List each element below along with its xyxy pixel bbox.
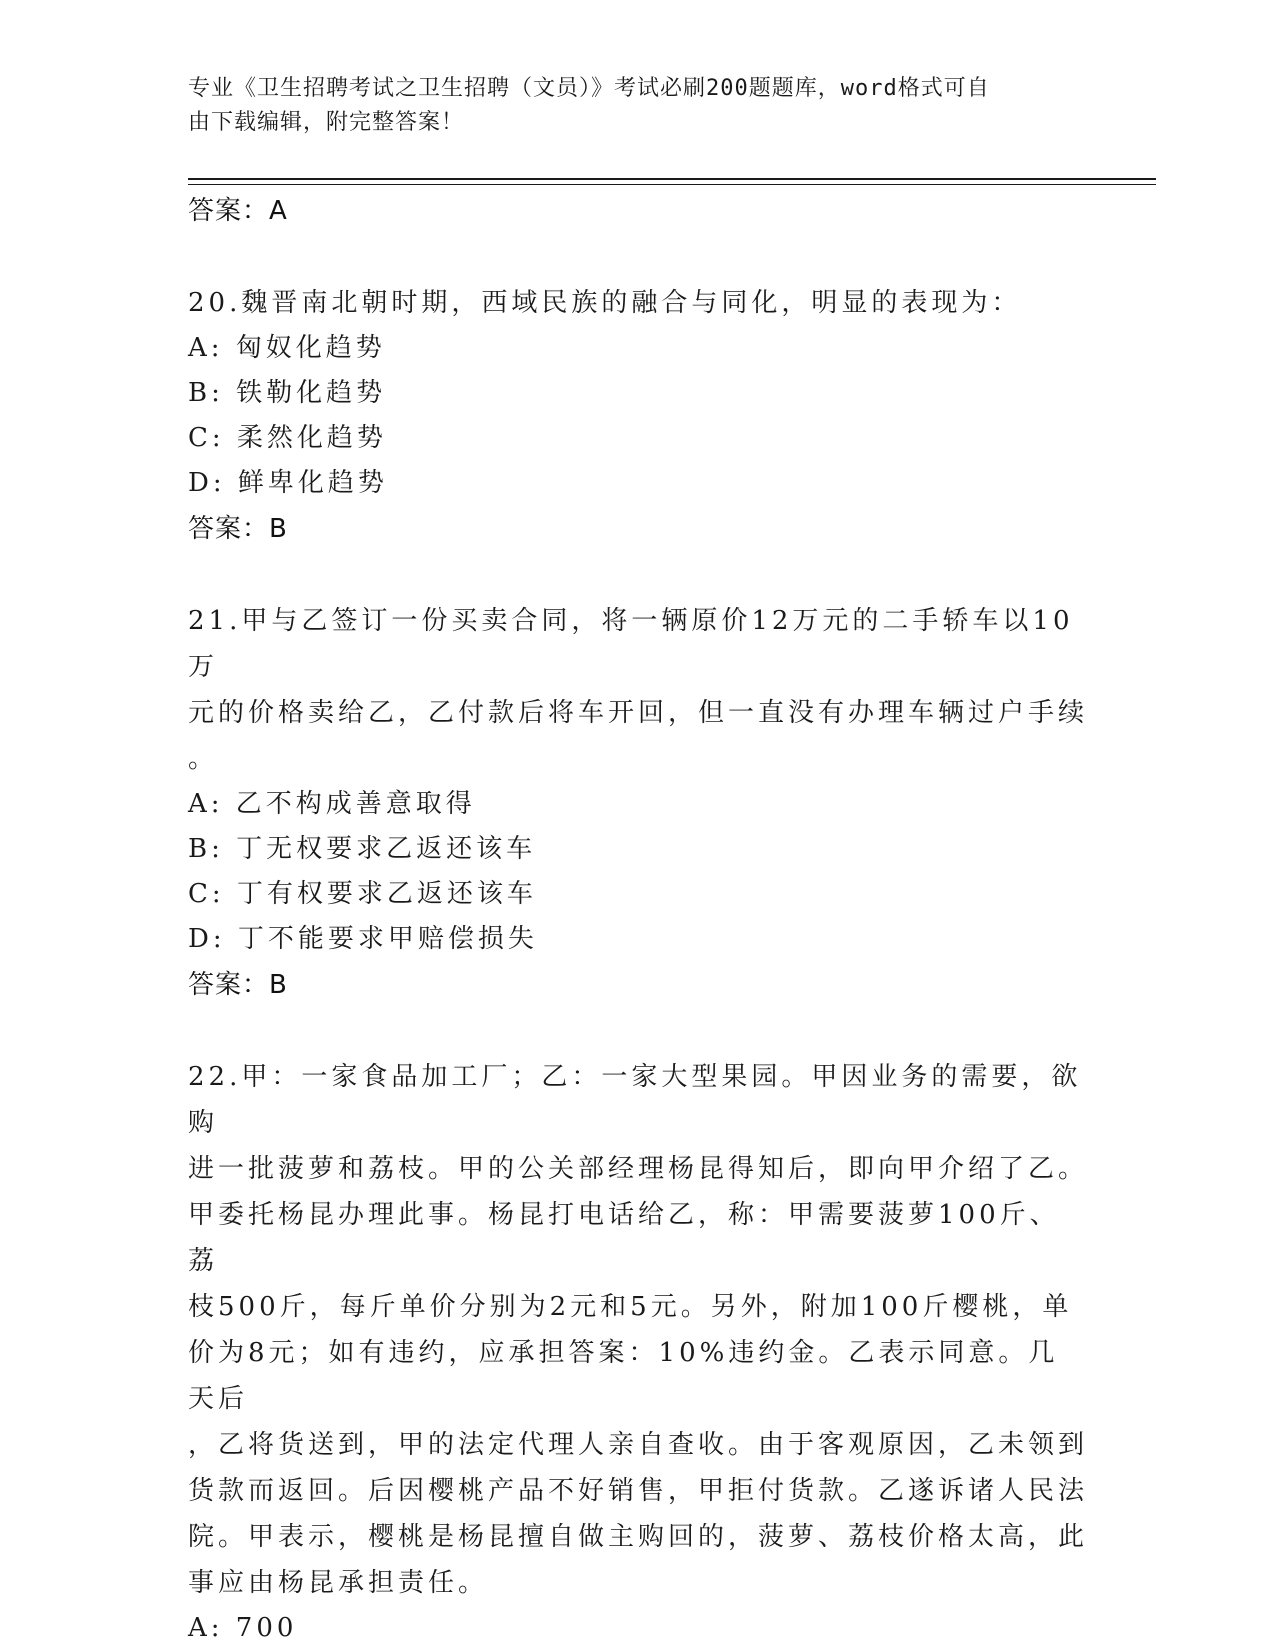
question-line: 院。甲表示，樱桃是杨昆擅自做主购回的，菠萝、荔枝价格太高，此 bbox=[188, 1522, 1089, 1552]
question-22 bbox=[188, 1054, 1088, 1651]
question-line: 元的价格卖给乙，乙付款后将车开回，但一直没有办理车辆过户手续 bbox=[188, 698, 1089, 728]
header-line-1: 专业《卫生招聘考试之卫生招聘（文员）》考试必刷200题题库，word格式可自 bbox=[188, 76, 990, 101]
spacer bbox=[188, 1008, 1088, 1054]
previous-answer: 答案：A bbox=[188, 196, 288, 226]
question-line: 22.甲：一家食品加工厂；乙：一家大型果园。甲因业务的需要，欲购 bbox=[188, 1062, 1082, 1138]
header-rule-thick bbox=[188, 178, 1156, 180]
question-line: 。 bbox=[188, 744, 219, 774]
question-21 bbox=[188, 598, 1088, 1008]
option-a: A: 匈奴化趋势 bbox=[188, 333, 386, 363]
option-c: C: 柔然化趋势 bbox=[188, 423, 387, 453]
spacer bbox=[188, 552, 1088, 598]
header-line-2: 由下载编辑，附完整答案！ bbox=[188, 110, 465, 135]
answer: 答案：B bbox=[188, 514, 288, 544]
option-d: D: 鲜卑化趋势 bbox=[188, 468, 388, 498]
option-b: B: 铁勒化趋势 bbox=[188, 378, 387, 408]
option-b: B: 丁无权要求乙返还该车 bbox=[188, 834, 537, 864]
question-20 bbox=[188, 280, 1088, 552]
option-c: C: 丁有权要求乙返还该车 bbox=[188, 879, 537, 909]
document-header bbox=[188, 72, 1068, 140]
question-text: 20.魏晋南北朝时期，西域民族的融合与同化，明显的表现为： bbox=[188, 288, 1022, 318]
question-line: 货款而返回。后因樱桃产品不好销售，甲拒付货款。乙遂诉诸人民法 bbox=[188, 1476, 1089, 1506]
spacer bbox=[188, 234, 1088, 280]
header-rule-thin bbox=[188, 184, 1156, 185]
question-line: 价为8元；如有违约，应承担答案：10%违约金。乙表示同意。几天后 bbox=[188, 1338, 1059, 1414]
question-line: 事应由杨昆承担责任。 bbox=[188, 1568, 489, 1598]
question-line: 甲委托杨昆办理此事。杨昆打电话给乙，称：甲需要菠萝100斤、荔 bbox=[188, 1200, 1060, 1276]
answer: 答案：B bbox=[188, 970, 288, 1000]
document-body bbox=[188, 188, 1088, 1651]
question-line: 21.甲与乙签订一份买卖合同，将一辆原价12万元的二手轿车以10万 bbox=[188, 606, 1074, 682]
option-a: A: 乙不构成善意取得 bbox=[188, 789, 476, 819]
question-line: 枝500斤，每斤单价分别为2元和5元。另外，附加100斤樱桃，单 bbox=[188, 1292, 1073, 1322]
option-a: A: 700 bbox=[188, 1613, 298, 1643]
option-d: D: 丁不能要求甲赔偿损失 bbox=[188, 924, 538, 954]
question-line: 进一批菠萝和荔枝。甲的公关部经理杨昆得知后，即向甲介绍了乙。 bbox=[188, 1154, 1089, 1184]
question-line: ，乙将货送到，甲的法定代理人亲自查收。由于客观原因，乙未领到 bbox=[188, 1430, 1089, 1460]
